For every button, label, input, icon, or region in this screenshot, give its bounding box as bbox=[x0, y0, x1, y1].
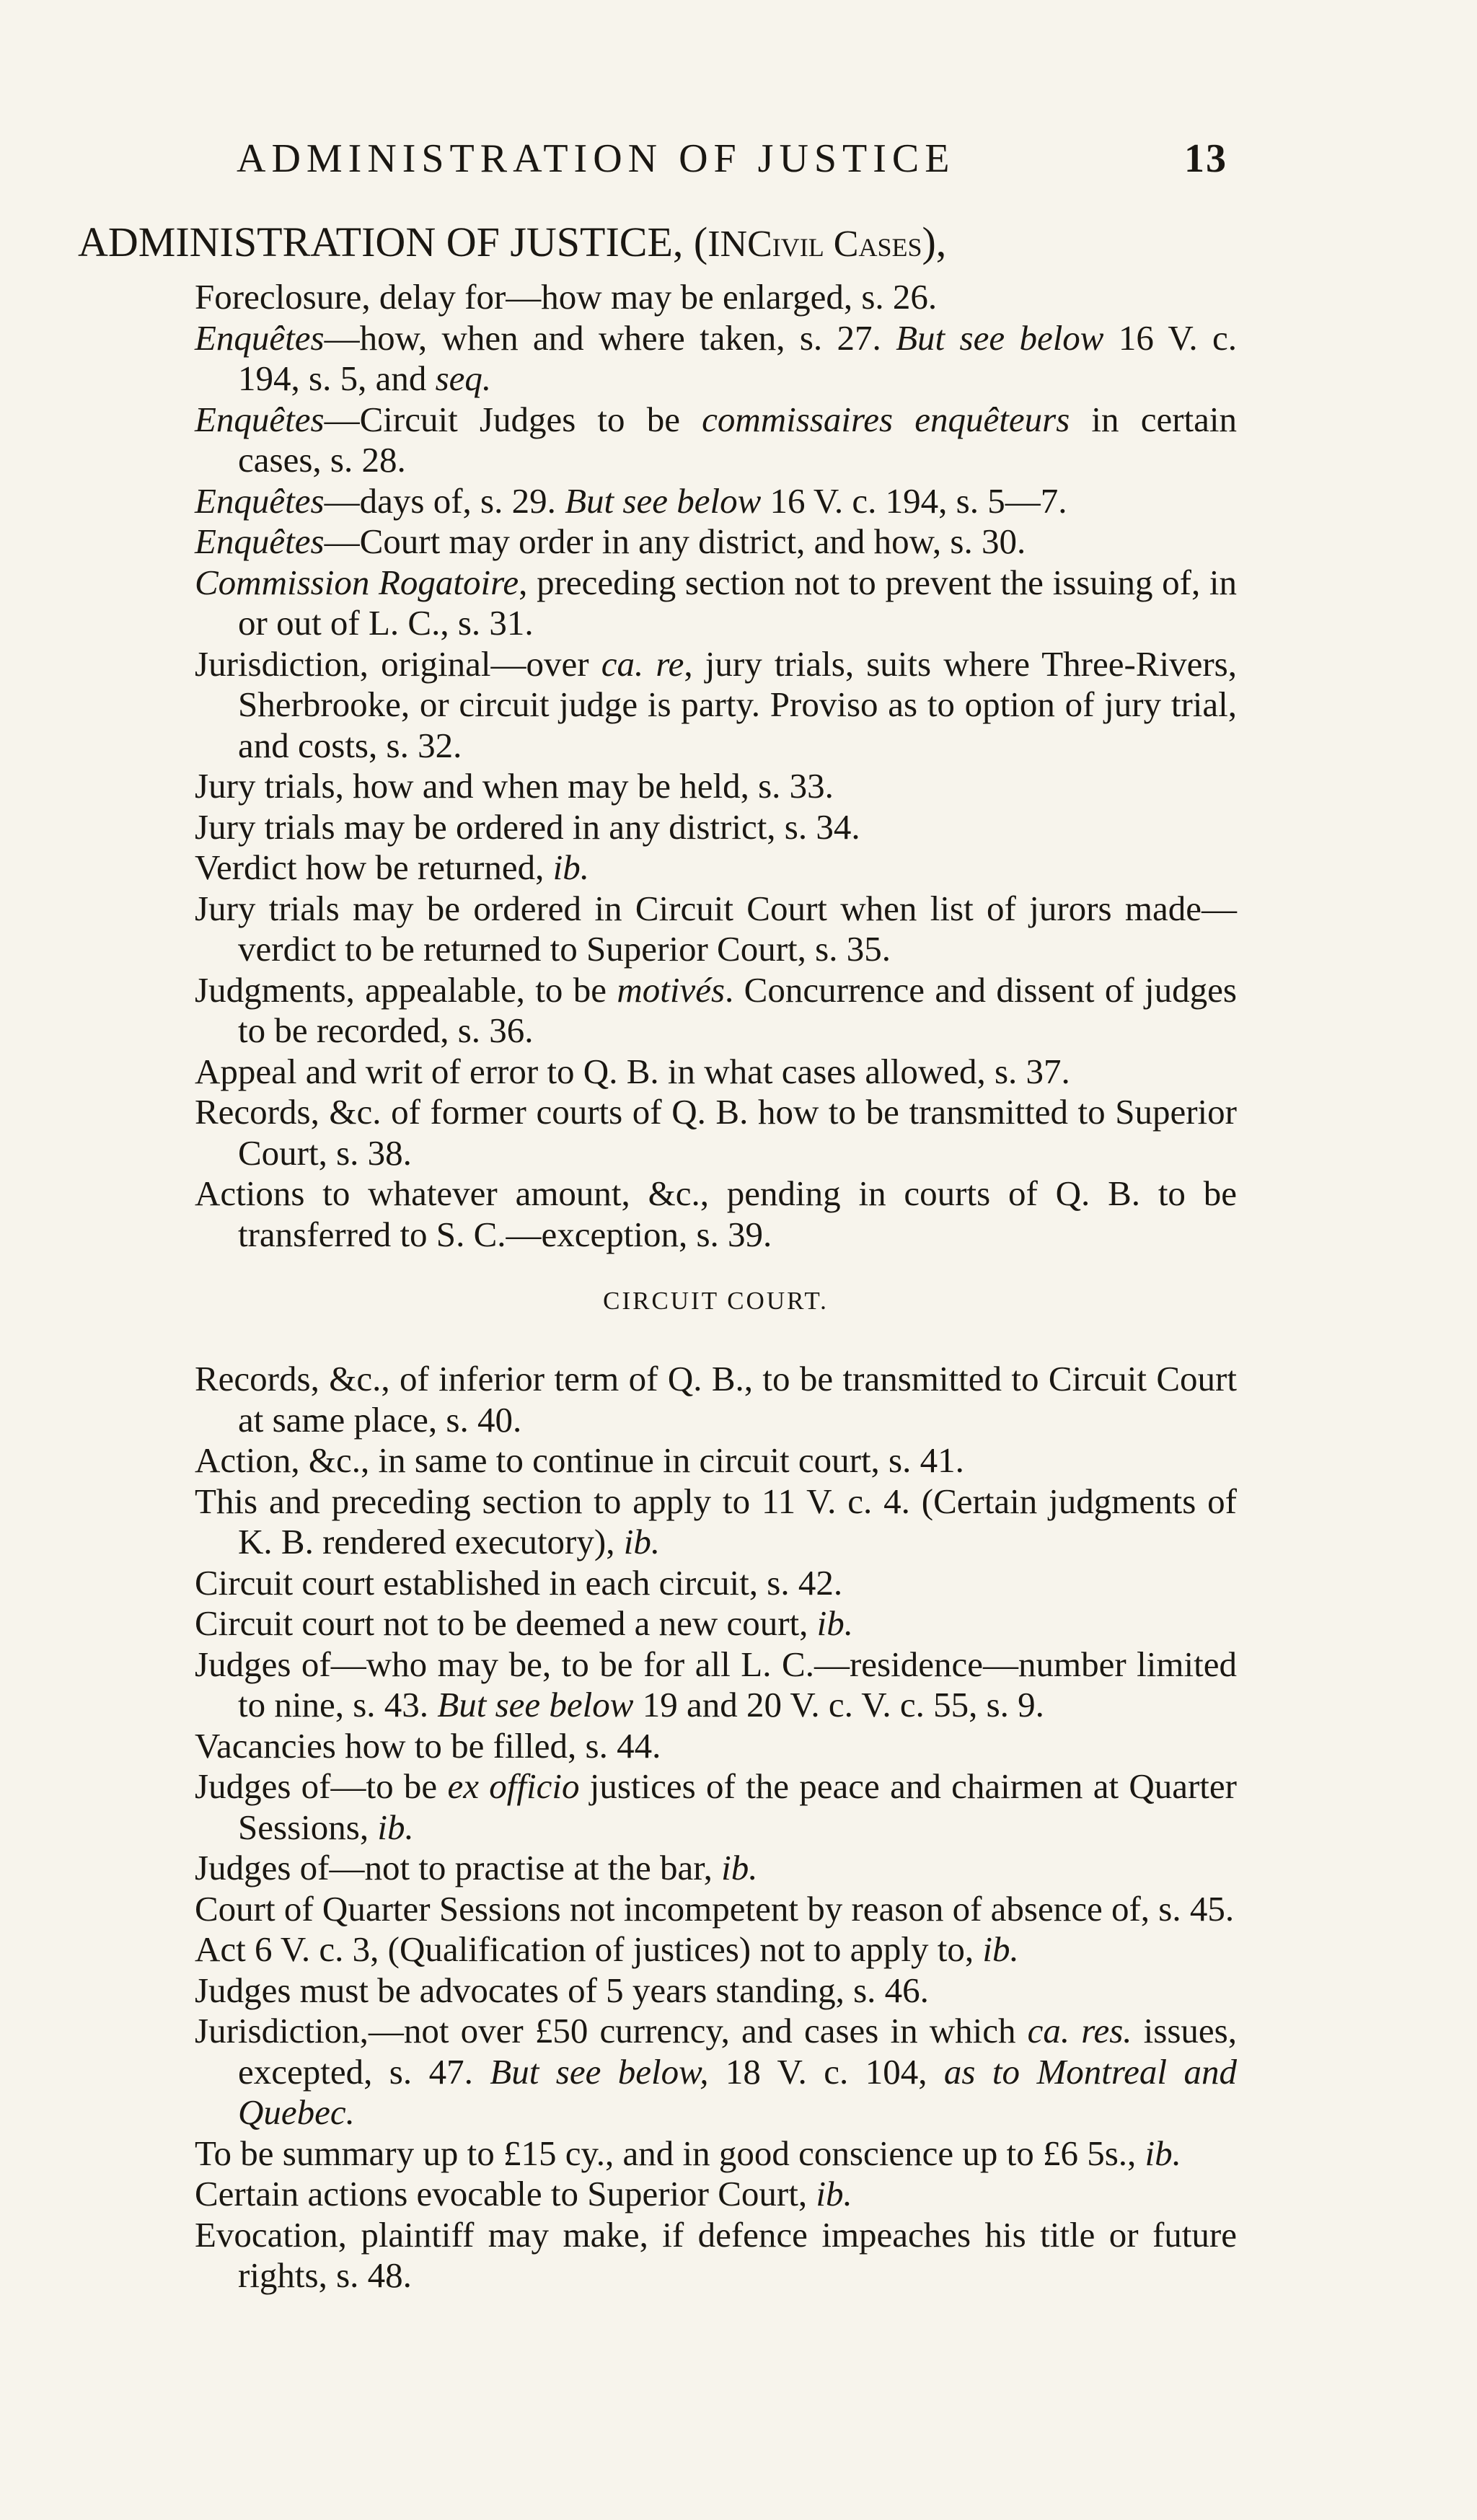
entry-text: —Court may order in any district, and how, s. 30. bbox=[324, 521, 1026, 561]
entry-italic-text: ib. bbox=[623, 1522, 661, 1561]
entry-text: Judges of—to be bbox=[195, 1766, 448, 1806]
entry-text: Circuit court established in each circuit, s. 42. bbox=[195, 1562, 843, 1603]
entry-text: Certain actions evocable to Superior Court, bbox=[195, 2174, 816, 2213]
index-entry bbox=[195, 1644, 1237, 1726]
entry-italic-text: ib. bbox=[816, 1603, 854, 1643]
entry-text: Records, &c. of former courts of Q. B. how to be transmitted to Superior Court, s. 38. bbox=[195, 1092, 1237, 1173]
index-entry bbox=[195, 2215, 1237, 2296]
index-entry bbox=[195, 2174, 1237, 2215]
entry-italic-text: seq. bbox=[435, 358, 492, 398]
index-entry bbox=[195, 563, 1237, 644]
entry-list-general bbox=[195, 277, 1237, 1255]
index-entry bbox=[195, 1766, 1237, 1848]
entry-italic-text: Enquêtes bbox=[195, 317, 325, 358]
entry-text: Vacancies how to be filled, s. 44. bbox=[195, 1725, 661, 1766]
entry-italic-text: But see below bbox=[565, 480, 762, 521]
entry-text: Jury trials may be ordered in Circuit Court when list of jurors made—verdict to be returned to Superior Court, s. 35. bbox=[195, 888, 1237, 969]
index-entry bbox=[195, 889, 1237, 970]
index-entries bbox=[195, 277, 1237, 2296]
entry-italic-text: ib. bbox=[721, 1848, 758, 1887]
index-entry bbox=[195, 1726, 1237, 1767]
entry-italic-text: But see below bbox=[896, 317, 1104, 358]
entry-italic-text: ib. bbox=[1145, 2133, 1181, 2173]
entry-italic-text: Enquêtes bbox=[195, 521, 325, 561]
index-entry bbox=[195, 644, 1237, 767]
entry-text: Jury trials may be ordered in any district, s. 34. bbox=[195, 806, 860, 847]
entry-text: Records, &c., of inferior term of Q. B., to be transmitted to Circuit Court at same place, s. 40. bbox=[195, 1359, 1237, 1440]
entry-text: —days of, s. 29. bbox=[324, 480, 565, 521]
index-entry bbox=[195, 1889, 1237, 1930]
entry-text: Evocation, plaintiff may make, if defence impeaches his title or future rights, s. 48. bbox=[195, 2214, 1237, 2295]
entry-text: Appeal and writ of error to Q. B. in what cases allowed, s. 37. bbox=[195, 1051, 1070, 1091]
index-entry bbox=[195, 277, 1237, 318]
entry-text: Action, &c., in same to continue in circuit court, s. 41. bbox=[195, 1440, 964, 1480]
entry-text: Foreclosure, delay for—how may be enlarged, s. 26. bbox=[195, 277, 938, 317]
entry-text: issues, excepted, s. 47. bbox=[238, 2011, 1237, 2092]
entry-italic-text: Enquêtes bbox=[195, 480, 325, 521]
index-entry bbox=[195, 1563, 1237, 1604]
index-entry bbox=[195, 318, 1237, 400]
entry-text: Jury trials, how and when may be held, s. 33. bbox=[195, 766, 834, 806]
index-entry bbox=[195, 1173, 1237, 1255]
entry-text: Judges must be advocates of 5 years standing, s. 46. bbox=[195, 1970, 929, 2010]
section-heading-qualifier: Civil Cases bbox=[747, 224, 922, 265]
entry-text: Actions to whatever amount, &c., pending in courts of Q. B. to be transferred to S. C.—exception, s. 39. bbox=[195, 1173, 1237, 1254]
entry-text: Jurisdiction,—not over £50 currency, and cases in which bbox=[195, 2011, 1028, 2050]
section-heading-qualifier-prefix: IN bbox=[707, 224, 748, 265]
entry-text: Jurisdiction, original—over bbox=[195, 643, 601, 684]
entry-italic-text: Commission Rogatoire bbox=[195, 562, 519, 602]
entry-text: —how, when and where taken, s. 27. bbox=[324, 317, 896, 358]
entry-text: in certain cases, s. 28. bbox=[238, 399, 1238, 480]
entry-italic-text: But see below bbox=[437, 1685, 634, 1724]
index-entry bbox=[195, 970, 1237, 1052]
entry-italic-text: Enquêtes bbox=[195, 399, 325, 439]
entry-italic-text: ib. bbox=[552, 847, 590, 887]
index-entry bbox=[195, 1848, 1237, 1889]
subheading-circuit-court: CIRCUIT COURT. bbox=[603, 1287, 829, 1315]
entry-italic-text: But see below, bbox=[490, 2051, 709, 2092]
index-entry bbox=[195, 1929, 1237, 1970]
index-entry bbox=[195, 766, 1237, 807]
index-entry bbox=[195, 1970, 1237, 2012]
entry-italic-text: ib. bbox=[377, 1807, 414, 1847]
index-entry bbox=[195, 1359, 1237, 1440]
entry-text: To be summary up to £15 cy., and in good conscience up to £6 5s., bbox=[195, 2133, 1145, 2173]
index-entry bbox=[195, 400, 1237, 481]
entry-italic-text: commissaires enquêteurs bbox=[702, 399, 1070, 439]
section-heading bbox=[78, 213, 1376, 273]
entry-italic-text: ib. bbox=[982, 1929, 1019, 1969]
entry-list-circuit-court bbox=[195, 1359, 1237, 2296]
section-heading-suffix: ), bbox=[922, 219, 947, 265]
entry-italic-text: ca. res. bbox=[1027, 2011, 1132, 2050]
entry-italic-text: ex officio bbox=[447, 1766, 580, 1806]
entry-text: —Circuit Judges to be bbox=[324, 399, 702, 439]
index-entry bbox=[195, 847, 1237, 889]
index-entry bbox=[195, 807, 1237, 848]
index-entry bbox=[195, 1440, 1237, 1481]
page-number: 13 bbox=[1184, 136, 1227, 181]
entry-text: Judgments, appealable, to be bbox=[195, 969, 617, 1010]
index-entry bbox=[195, 481, 1237, 522]
entry-italic-text: motivés bbox=[617, 969, 726, 1010]
index-entry bbox=[195, 1092, 1237, 1173]
entry-italic-text: ib. bbox=[816, 2174, 852, 2213]
entry-text: . Concurrence and dissent of judges to be recorded, s. 36. bbox=[238, 969, 1237, 1050]
entry-text: 18 V. c. 104, bbox=[708, 2051, 944, 2092]
entry-text: 16 V. c. 194, s. 5, and bbox=[238, 317, 1237, 398]
index-entry bbox=[195, 1052, 1237, 1093]
entry-text: This and preceding section to apply to 11 V. c. 4. (Certain judgments of K. B. rendered executory), bbox=[195, 1481, 1237, 1561]
section-heading-main: ADMINISTRATION OF JUSTICE, ( bbox=[78, 219, 708, 265]
index-entry bbox=[195, 2011, 1237, 2133]
entry-text: Judges of—who may be, to be for all L. C.—residence—number limited to nine, s. 43. bbox=[195, 1644, 1237, 1724]
index-entry bbox=[195, 1481, 1237, 1563]
index-entry bbox=[195, 2133, 1237, 2175]
entry-text: , preceding section not to prevent the issuing of, in or out of L. C., s. 31. bbox=[238, 562, 1237, 643]
entry-text: Verdict how be returned, bbox=[195, 847, 553, 887]
running-title: ADMINISTRATION OF JUSTICE bbox=[237, 136, 956, 181]
entry-italic-text: ca. re bbox=[601, 643, 684, 684]
index-entry bbox=[195, 1603, 1237, 1644]
entry-text: justices of the peace and chairmen at Quarter Sessions, bbox=[238, 1766, 1237, 1847]
entry-text: Circuit court not to be deemed a new court, bbox=[195, 1603, 817, 1643]
entry-text: , jury trials, suits where Three-Rivers, Sherbrooke, or circuit judge is party. Proviso as to option of jury trial, and costs, s. 32. bbox=[238, 643, 1237, 765]
index-entry bbox=[195, 521, 1237, 563]
running-head bbox=[225, 128, 1249, 189]
entry-italic-text: as to Montreal and Quebec. bbox=[238, 2051, 1237, 2132]
entry-text: 19 and 20 V. c. V. c. 55, s. 9. bbox=[633, 1685, 1044, 1724]
entry-text: Judges of—not to practise at the bar, bbox=[195, 1848, 722, 1887]
entry-text: 16 V. c. 194, s. 5—7. bbox=[761, 480, 1067, 521]
entry-text: Court of Quarter Sessions not incompetent by reason of absence of, s. 45. bbox=[195, 1888, 1235, 1929]
entry-text: Act 6 V. c. 3, (Qualification of justices) not to apply to, bbox=[195, 1929, 983, 1969]
